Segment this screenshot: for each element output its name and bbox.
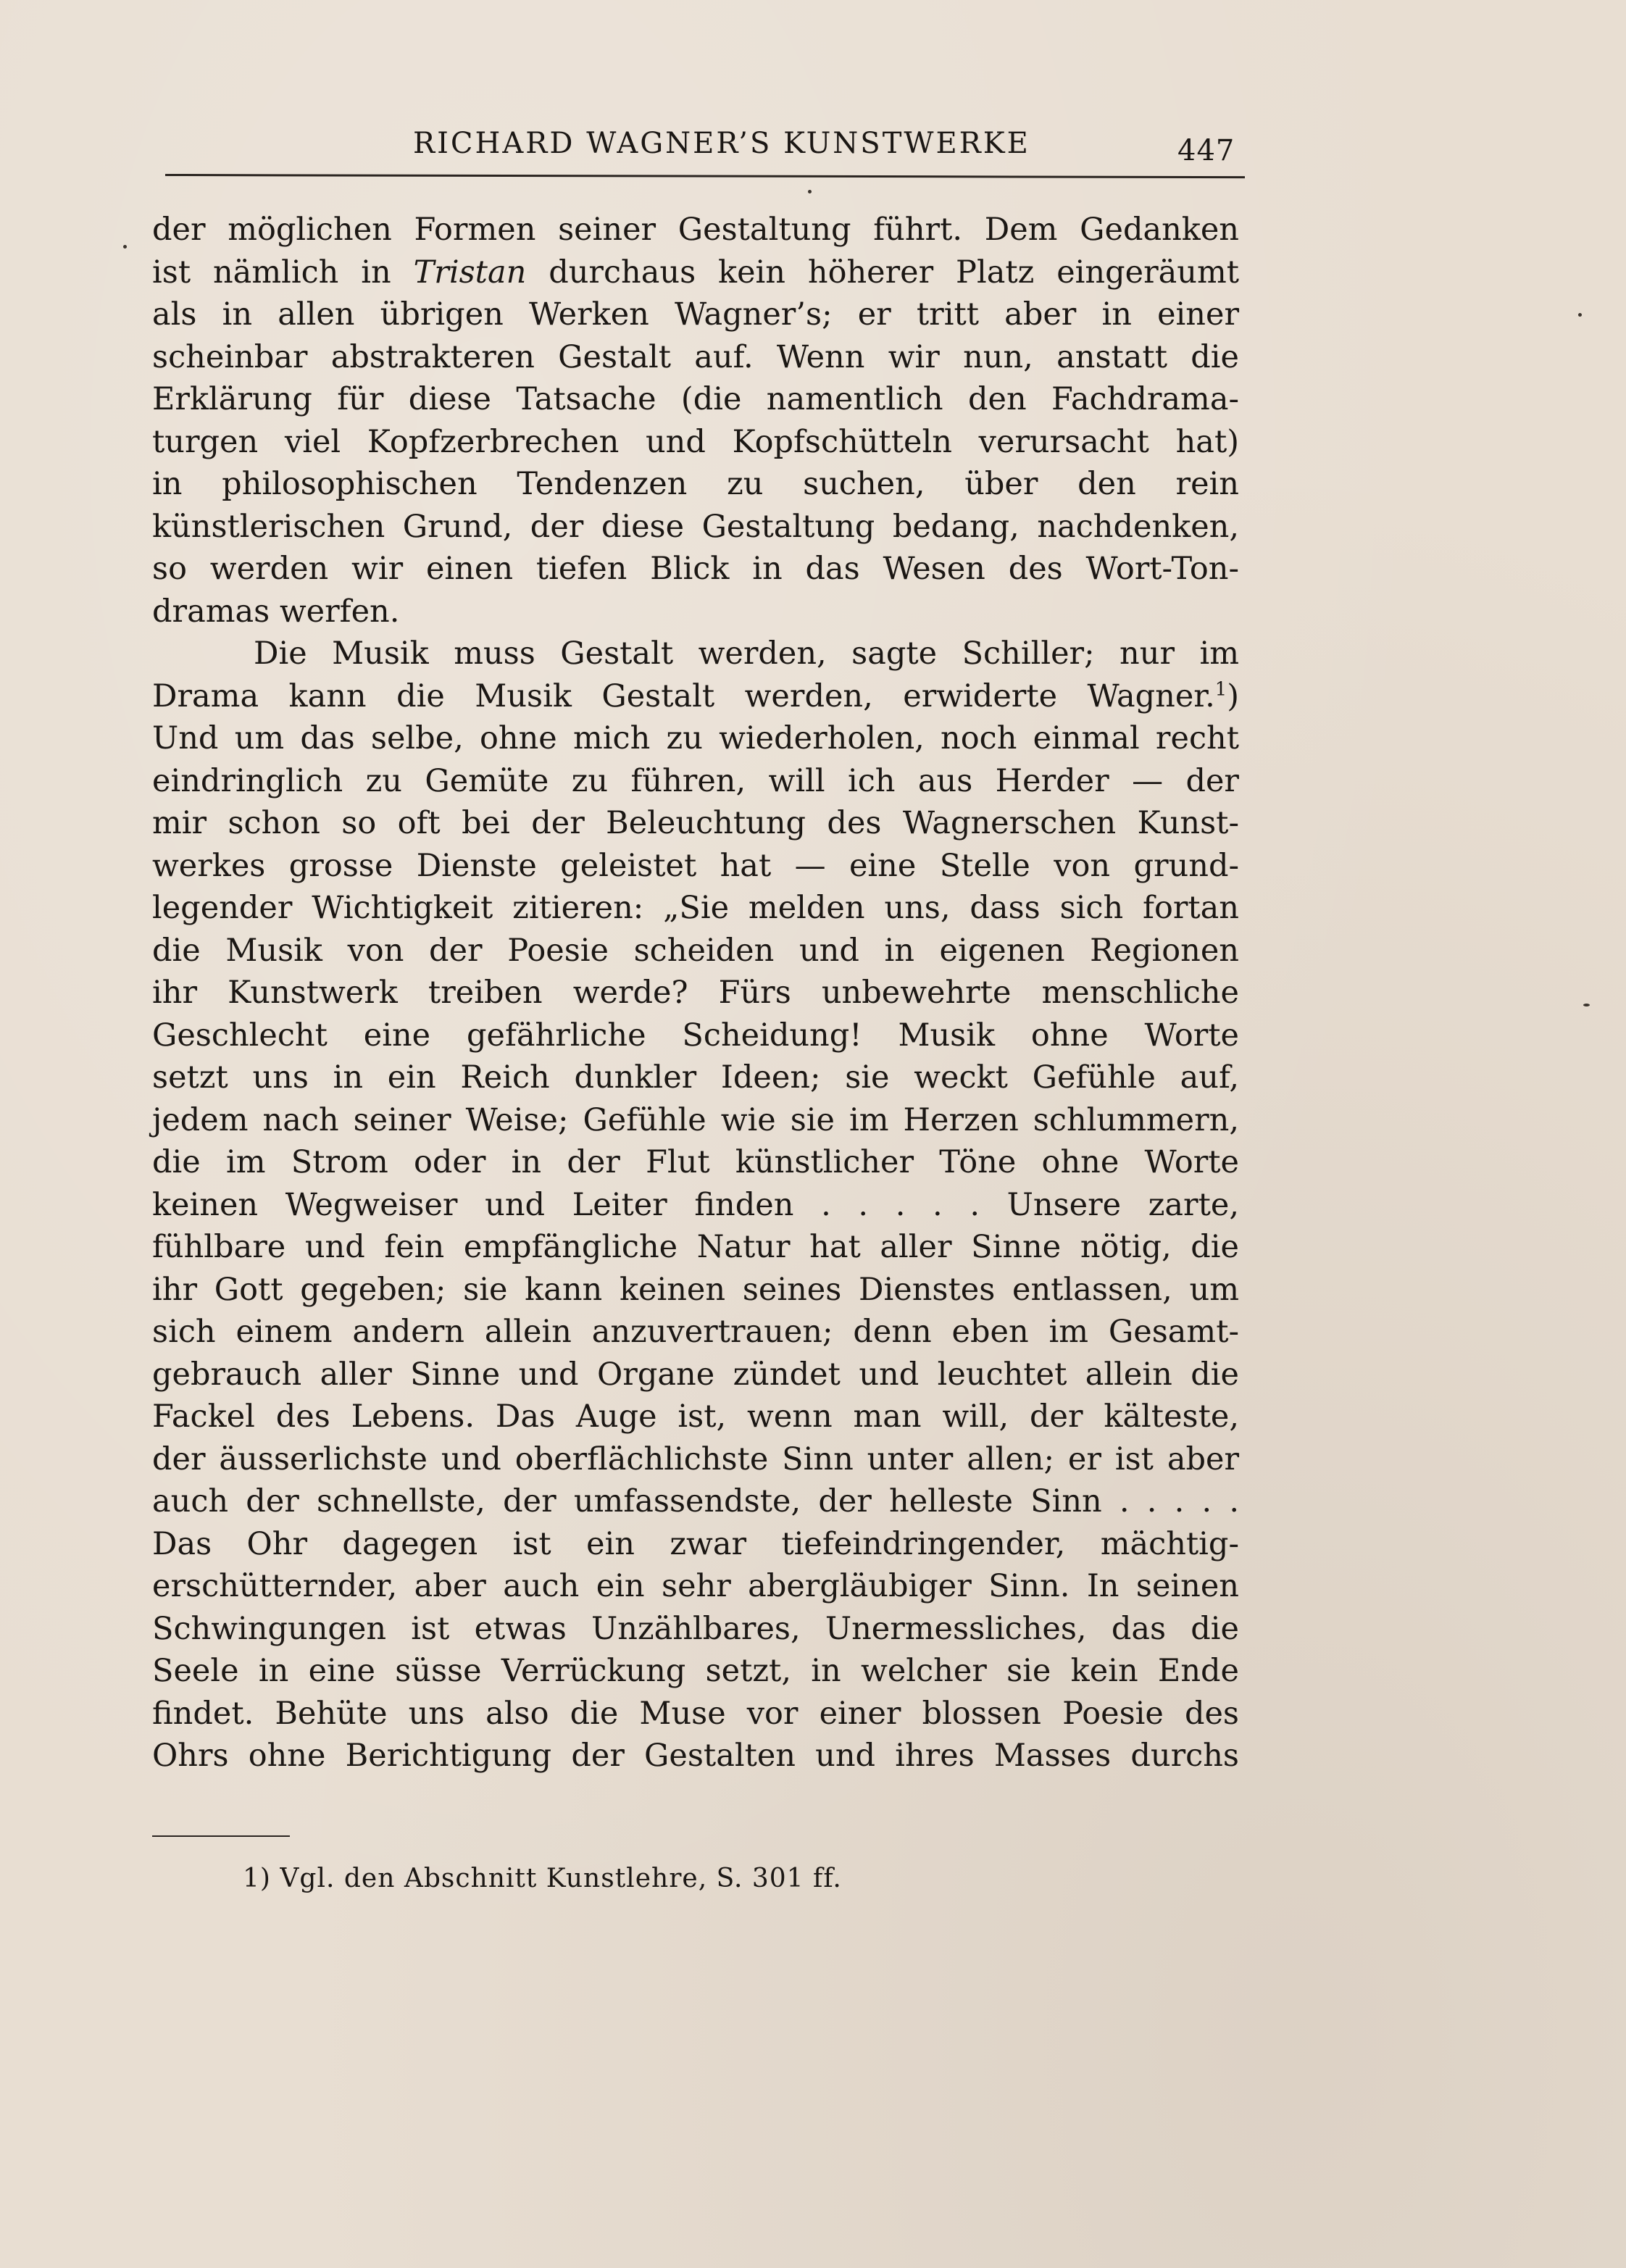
text-line: jedem nach seiner Weise; Gefühle wie sie im Herzen schlummern, xyxy=(152,1101,1239,1138)
text-segment: durchaus kein höherer Platz eingeräumt xyxy=(526,254,1240,291)
text-line: Erklärung für diese Tatsache (die namentlich den Fachdrama- xyxy=(152,381,1239,417)
header-rule xyxy=(165,174,1245,178)
text-line: findet. Behüte uns also die Muse vor einer blossen Poesie des xyxy=(152,1695,1239,1732)
text-line: Drama kann die Musik Gestalt werden, erwiderte Wagner.$^1$) xyxy=(152,678,1239,714)
text-line: turgen viel Kopfzerbrechen und Kopfschütteln verursacht hat) xyxy=(152,423,1239,460)
text-line: gebrauch aller Sinne und Organe zündet und leuchtet allein die xyxy=(152,1356,1239,1393)
text-line: als in allen übrigen Werken Wagner’s; er tritt aber in einer xyxy=(152,296,1239,333)
text-line: so werden wir einen tiefen Blick in das Wesen des Wort-Ton- xyxy=(152,551,1239,587)
text-line: werkes grosse Dienste geleistet hat — eine Stelle von grund- xyxy=(152,847,1239,884)
text-line: Seele in eine süsse Verrückung setzt, in welcher sie kein Ende xyxy=(152,1653,1239,1689)
text-line: dramas werfen. xyxy=(152,593,400,630)
footnote-rule xyxy=(152,1835,290,1837)
text-line: die im Strom oder in der Flut künstlicher Töne ohne Worte xyxy=(152,1144,1239,1180)
italic-title-tristan: Tristan xyxy=(413,254,527,291)
text-segment: ist nämlich in xyxy=(152,254,414,291)
text-segment: Drama kann die Musik Gestalt werden, erwiderte Wagner. xyxy=(152,678,1215,714)
text-line: der äusserlichste und oberflächlichste Sinn unter allen; er ist aber xyxy=(152,1441,1239,1477)
text-line: Und um das selbe, ohne mich zu wiederholen, noch einmal recht xyxy=(152,720,1239,756)
paper-speck xyxy=(123,245,127,249)
text-line: fühlbare und fein empfängliche Natur hat aller Sinne nötig, die xyxy=(152,1229,1239,1265)
text-line: Fackel des Lebens. Das Auge ist, wenn man will, der kälteste, xyxy=(152,1398,1239,1435)
footnote-text: Vgl. den Abschnitt Kunstlehre, S. 301 ff. xyxy=(280,1864,842,1893)
text-line: keinen Wegweiser und Leiter finden . . . . . Unsere zarte, xyxy=(152,1186,1239,1223)
page-number: 447 xyxy=(1177,134,1235,167)
running-head: RICHARD WAGNER’S KUNSTWERKE xyxy=(413,127,1030,160)
text-line xyxy=(152,251,1239,294)
text-line: Geschlecht eine gefährliche Scheidung! Musik ohne Worte xyxy=(152,1017,1239,1054)
text-line: sich einem andern allein anzuvertrauen; denn eben im Gesamt- xyxy=(152,1314,1239,1350)
footnote-marker: 1) xyxy=(243,1864,271,1893)
text-line: auch der schnellste, der umfassendste, der helleste Sinn . . . . . xyxy=(152,1483,1239,1519)
paper-speck xyxy=(1583,1004,1590,1006)
footnote-ref: 1 xyxy=(1214,678,1227,701)
text-line: erschütternder, aber auch ein sehr abergläubiger Sinn. In seinen xyxy=(152,1568,1239,1604)
footnote xyxy=(243,1864,842,1893)
text-line: die Musik von der Poesie scheiden und in eigenen Regionen xyxy=(152,932,1239,969)
text-line: eindringlich zu Gemüte zu führen, will ich aus Herder — der xyxy=(152,762,1239,799)
paper-speck xyxy=(808,190,812,193)
text-line: mir schon so oft bei der Beleuchtung des Wagnerschen Kunst- xyxy=(152,805,1239,841)
text-line: der möglichen Formen seiner Gestaltung führt. Dem Gedanken xyxy=(152,212,1239,248)
text-line: künstlerischen Grund, der diese Gestaltung bedang, nachdenken, xyxy=(152,508,1239,545)
text-line: scheinbar abstrakteren Gestalt auf. Wenn wir nun, anstatt die xyxy=(152,338,1239,375)
body-text xyxy=(152,209,1239,1777)
text-line: Ohrs ohne Berichtigung der Gestalten und ihres Masses durchs xyxy=(152,1738,1239,1774)
paper-speck xyxy=(1578,313,1582,317)
text-line: in philosophischen Tendenzen zu suchen, über den rein xyxy=(152,466,1239,502)
text-line: Die Musik muss Gestalt werden, sagte Schiller; nur im xyxy=(254,635,1239,672)
text-line: Schwingungen ist etwas Unzählbares, Unermessliches, das die xyxy=(152,1610,1239,1647)
text-line: setzt uns in ein Reich dunkler Ideen; sie weckt Gefühle auf, xyxy=(152,1059,1239,1096)
text-line: ihr Gott gegeben; sie kann keinen seines Dienstes entlassen, um xyxy=(152,1271,1239,1308)
text-line: Das Ohr dagegen ist ein zwar tiefeindringender, mächtig- xyxy=(152,1525,1239,1562)
text-line: ihr Kunstwerk treiben werde? Fürs unbewehrte menschliche xyxy=(152,975,1239,1011)
text-line: legender Wichtigkeit zitieren: „Sie melden uns, dass sich fortan xyxy=(152,890,1239,926)
